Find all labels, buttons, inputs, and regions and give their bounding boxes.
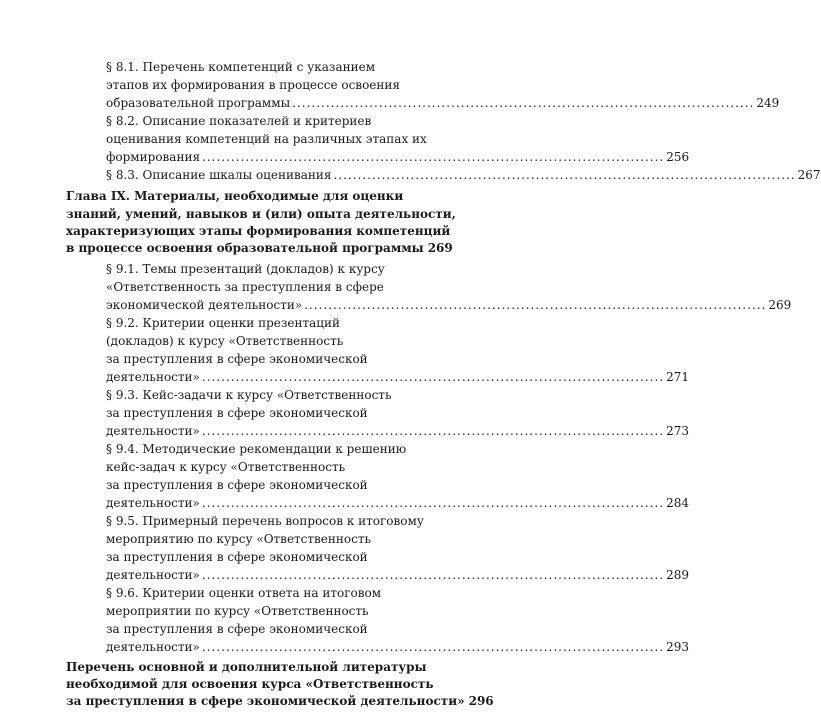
- toc-8-1-title-end: образовательной программы: [106, 96, 291, 110]
- toc-8-3-page: 267: [797, 168, 821, 182]
- toc-9-3-line-2: за преступления в сфере экономической: [106, 406, 368, 420]
- toc-9-6-title-end: деятельности»: [106, 640, 200, 654]
- toc-entry-9-1[interactable]: [106, 298, 792, 313]
- toc-9-4-line-1: § 9.4. Методические рекомендации к решению: [106, 442, 407, 456]
- toc-8-1-line-1: § 8.1. Перечень компетенций с указанием: [106, 60, 376, 74]
- toc-9-1-line-2: «Ответственность за преступления в сфере: [106, 280, 384, 294]
- toc-entry-8-1[interactable]: [106, 96, 780, 111]
- toc-8-2-line-2: оценивания компетенций на различных этапах их: [106, 132, 427, 146]
- toc-entry-9-5[interactable]: [106, 568, 689, 583]
- toc-9-1-line-1: § 9.1. Темы презентаций (докладов) к курсу: [106, 262, 385, 276]
- toc-entry-9-2[interactable]: [106, 370, 689, 385]
- toc-8-1-page: 249: [756, 96, 780, 110]
- toc-ch9-line-2: знаний, умений, навыков и (или) опыта деятельности,: [66, 207, 456, 221]
- toc-9-4-line-3: за преступления в сфере экономической: [106, 478, 368, 492]
- toc-9-6-line-2: мероприятии по курсу «Ответственность: [106, 604, 369, 618]
- toc-9-3-title-end: деятельности»: [106, 424, 200, 438]
- toc-entry-9-4[interactable]: [106, 496, 689, 511]
- toc-entry-9-6[interactable]: [106, 640, 689, 655]
- toc-lit-line-2: необходимой для освоения курса «Ответственность: [66, 677, 434, 691]
- toc-9-5-title-end: деятельности»: [106, 568, 200, 582]
- toc-9-6-line-1: § 9.6. Критерии оценки ответа на итоговом: [106, 586, 382, 600]
- dot-leader: ................................................................................................: [292, 96, 755, 110]
- toc-9-1-title-end: экономической деятельности»: [106, 298, 303, 312]
- toc-9-2-line-2: (докладов) к курсу «Ответственность: [106, 334, 344, 348]
- dot-leader: ................................................................................................: [333, 168, 796, 182]
- toc-8-3-title: § 8.3. Описание шкалы оценивания: [106, 168, 332, 182]
- toc-9-1-page: 269: [768, 298, 792, 312]
- toc-entry-8-3[interactable]: [106, 168, 821, 183]
- toc-9-3-page: 273: [666, 424, 689, 438]
- toc-ch9-page: 269: [427, 241, 453, 255]
- dot-leader: ................................................................................................: [202, 150, 665, 164]
- toc-9-5-line-3: за преступления в сфере экономической: [106, 550, 368, 564]
- toc-8-2-page: 256: [666, 150, 690, 164]
- toc-lit-line-1: Перечень основной и дополнительной литературы: [66, 660, 427, 674]
- toc-entry-9-3[interactable]: [106, 424, 689, 439]
- toc-entry-8-2[interactable]: [106, 150, 690, 165]
- toc-8-1-line-2: этапов их формирования в процессе освоения: [106, 78, 400, 92]
- dot-leader: ................................................................................................: [201, 640, 665, 654]
- toc-9-3-line-1: § 9.3. Кейс-задачи к курсу «Ответственность: [106, 388, 392, 402]
- toc-9-5-page: 289: [666, 568, 689, 582]
- toc-ch9-line-1: Глава IX. Материалы, необходимые для оценки: [66, 189, 404, 203]
- toc-9-2-line-3: за преступления в сфере экономической: [106, 352, 368, 366]
- dot-leader: ................................................................................................: [304, 298, 767, 312]
- toc-ch9-line-3: характеризующих этапы формирования компетенций: [66, 224, 451, 238]
- dot-leader: ................................................................................................: [201, 370, 665, 384]
- toc-9-5-line-1: § 9.5. Примерный перечень вопросов к итоговому: [106, 514, 424, 528]
- toc-9-2-page: 271: [666, 370, 689, 384]
- toc-9-4-page: 284: [666, 496, 689, 510]
- toc-9-2-title-end: деятельности»: [106, 370, 200, 384]
- toc-9-6-page: 293: [666, 640, 689, 654]
- toc-entry-literature[interactable]: [66, 694, 494, 709]
- toc-9-2-line-1: § 9.2. Критерии оценки презентаций: [106, 316, 341, 330]
- dot-leader: ................................................................................................: [201, 424, 665, 438]
- toc-9-6-line-3: за преступления в сфере экономической: [106, 622, 368, 636]
- toc-8-2-line-1: § 8.2. Описание показателей и критериев: [106, 114, 372, 128]
- toc-entry-ch9[interactable]: [66, 241, 453, 256]
- toc-9-5-line-2: мероприятию по курсу «Ответственность: [106, 532, 372, 546]
- dot-leader: ................................................................................................: [201, 568, 665, 582]
- toc-8-2-title-end: формирования: [106, 150, 201, 164]
- toc-9-4-line-2: кейс-задач к курсу «Ответственность: [106, 460, 346, 474]
- toc-lit-title-end: за преступления в сфере экономической деятельности»: [66, 694, 465, 708]
- toc-ch9-title-end: в процессе освоения образовательной программы: [66, 241, 424, 255]
- dot-leader: ................................................................................................: [201, 496, 665, 510]
- toc-lit-page: 296: [468, 694, 494, 708]
- toc-9-4-title-end: деятельности»: [106, 496, 200, 510]
